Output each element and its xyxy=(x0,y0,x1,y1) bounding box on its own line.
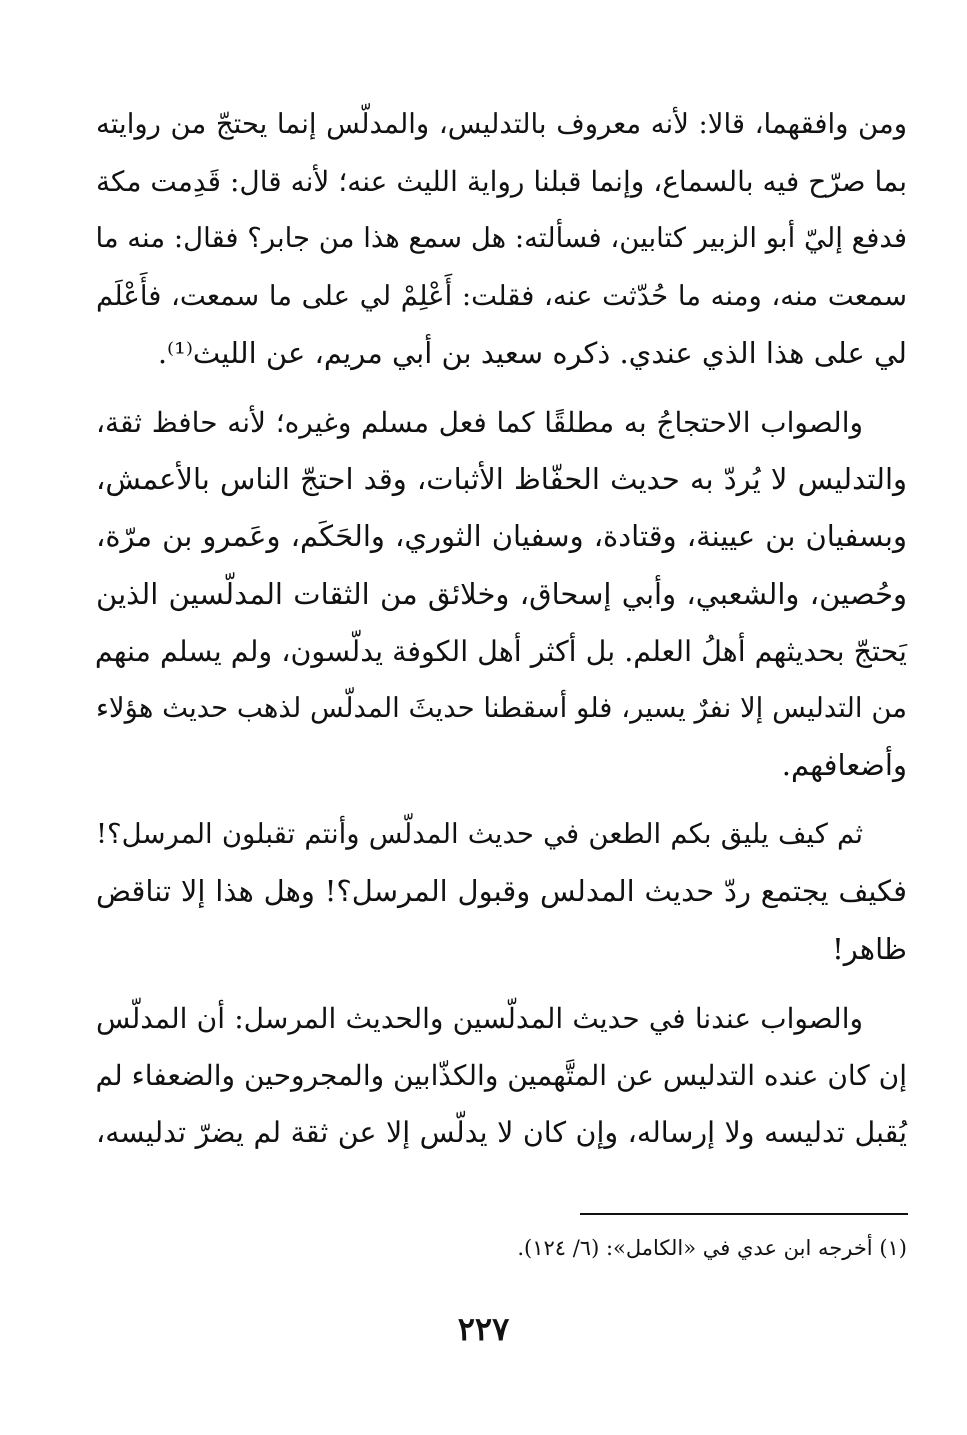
paragraph-2 xyxy=(96,394,907,794)
text-line: والصواب الاحتجاجُ به مطلقًا كما فعل مسلم وغيره؛ لأنه حافظ ثقة، xyxy=(96,405,863,439)
text-line: فكيف يجتمع ردّ حديث المدلس وقبول المرسل؟! وهل هذا إلا تناقض xyxy=(96,874,907,909)
paragraph-4 xyxy=(96,990,907,1162)
text-line: ظاهر! xyxy=(832,931,907,966)
footnote: (١) أخرجه ابن عدي في «الكامل»: (٦/ ١٢٤). xyxy=(517,1236,907,1260)
text-line: سمعت منه، ومنه ما حُدّثت عنه، فقلت: أَعْلِمْ لي على ما سمعت، فأَعْلَم xyxy=(96,279,907,312)
text-line: بما صرّح فيه بالسماع، وإنما قبلنا رواية الليث عنه؛ لأنه قال: قَدِمت مكة xyxy=(96,165,907,199)
text-line: ومن وافقهما، قالا: لأنه معروف بالتدليس، والمدلّس إنما يحتجّ من روايته xyxy=(96,108,907,140)
text-line: وحُصين، والشعبي، وأبي إسحاق، وخلائق من الثقات المدلّسين الذين xyxy=(96,576,907,611)
text-line: فدفع إليّ أبو الزبير كتابين، فسألته: هل سمع هذا من جابر؟ فقال: منه ما xyxy=(95,222,907,255)
body-text xyxy=(96,96,907,1173)
text-line: وأضعافهم. xyxy=(781,748,907,783)
paragraph-3 xyxy=(96,806,907,978)
paragraph-1 xyxy=(96,96,907,382)
text-line: يُقبل تدليسه ولا إرساله، وإن كان لا يدلّس إلا عن ثقة لم يضرّ تدليسه، xyxy=(96,1116,907,1150)
text-line: يَحتجّ بحديثهم أهلُ العلم. بل أكثر أهل الكوفة يدلّسون، ولم يسلم منهم xyxy=(94,634,907,668)
text-line: والصواب عندنا في حديث المدلّسين والحديث المرسل: أن المدلّس xyxy=(96,1001,863,1035)
footnote-divider xyxy=(580,1213,908,1215)
text-line: لي على هذا الذي عندي. ذكره سعيد بن أبي مريم، عن الليث⁽¹⁾. xyxy=(157,335,907,370)
text-line: إن كان عنده التدليس عن المتَّهمين والكذّابين والمجروحين والضعفاء لم xyxy=(95,1059,907,1092)
text-line: والتدليس لا يُردّ به حديث الحفّاظ الأثبات، وقد احتجّ الناس بالأعمش، xyxy=(96,462,908,497)
text-line: وبسفيان بن عيينة، وقتادة، وسفيان الثوري، والحَكَم، وعَمرو بن مرّة، xyxy=(96,519,907,554)
text-line: من التدليس إلا نفرٌ يسير، فلو أسقطنا حديثَ المدلّس لذهب حديث هؤلاء xyxy=(96,691,907,724)
page-number: ٢٢٧ xyxy=(457,1310,510,1348)
text-line: ثم كيف يليق بكم الطعن في حديث المدلّس وأنتم تقبلون المرسل؟! xyxy=(96,818,863,851)
